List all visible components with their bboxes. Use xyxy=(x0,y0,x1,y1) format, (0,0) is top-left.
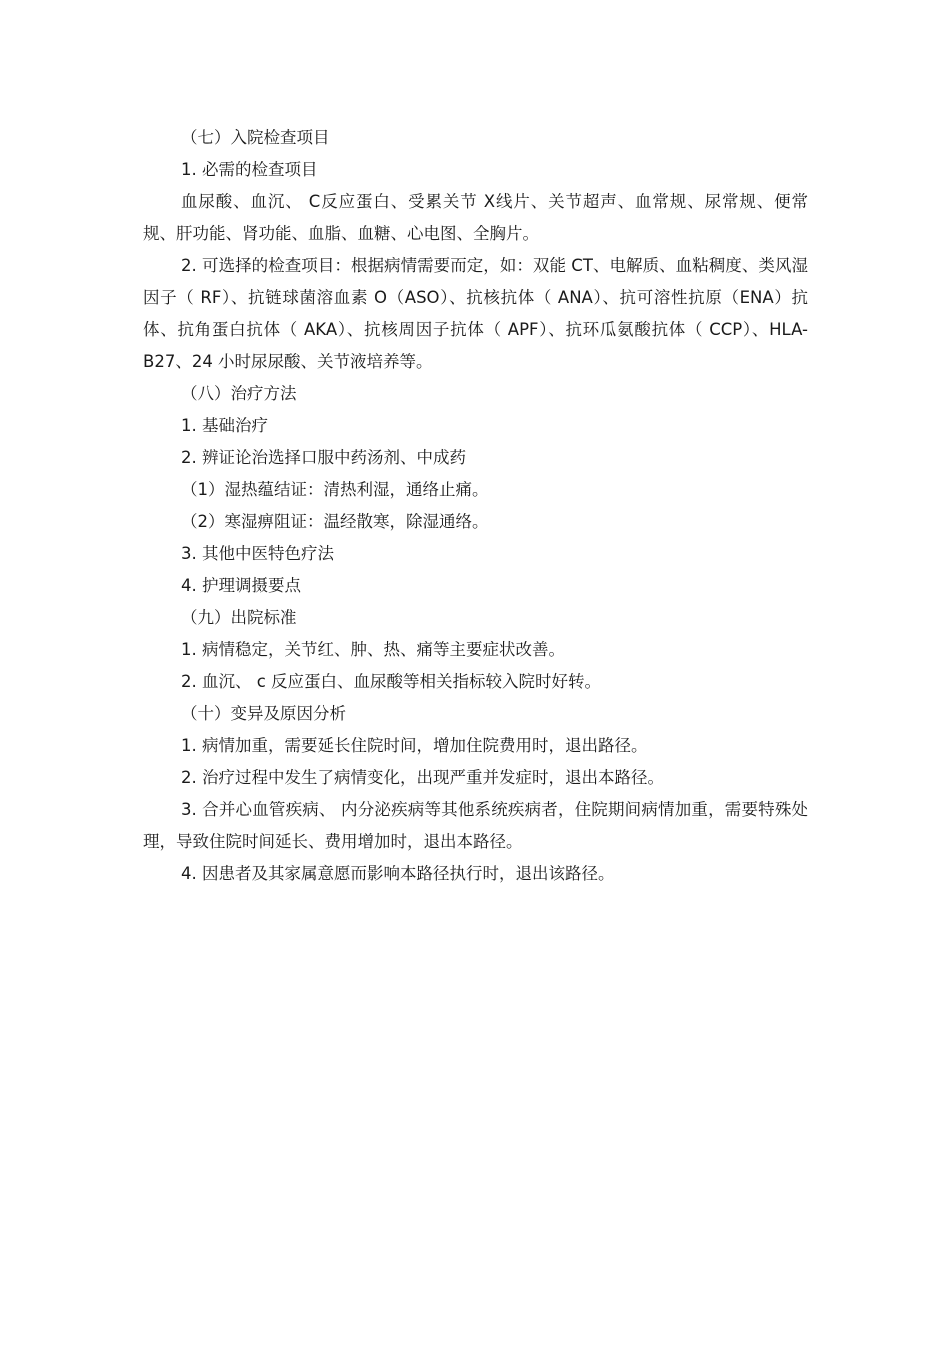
list-item-basic-treatment: 1. 基础治疗 xyxy=(181,416,268,435)
paragraph-optional-exams: 2. 可选择的检查项目：根据病情需要而定，如：双能 CT、电解质、血粘稠度、类风湿因子（ RF）、抗链球菌溶血素 O（ASO）、抗核抗体（ ANA）、抗可溶性抗原（ENA）抗体、抗角蛋白抗体（ AKA）、抗核周因子抗体（ APF）、抗环瓜氨酸抗体（ CCP）、HLA-B27、24 小时尿尿酸、关节液培养等。 xyxy=(143,256,808,371)
list-item-discharge-2: 2. 血沉、 c 反应蛋白、血尿酸等相关指标较入院时好转。 xyxy=(181,672,602,691)
list-item-syndrome-treatment: 2. 辨证论治选择口服中药汤剂、中成药 xyxy=(181,448,466,467)
list-item-cold-damp: （2）寒湿痹阻证：温经散寒，除湿通络。 xyxy=(181,512,489,531)
document-body xyxy=(143,122,808,890)
subheading-required-exams: 1. 必需的检查项目 xyxy=(181,160,318,179)
section-heading-admission-exams: （七）入院检查项目 xyxy=(181,128,330,147)
list-item-variation-4: 4. 因患者及其家属意愿而影响本路径执行时，退出该路径。 xyxy=(181,864,615,883)
section-heading-discharge: （九）出院标准 xyxy=(181,608,297,627)
section-heading-treatment: （八）治疗方法 xyxy=(181,384,297,403)
paragraph-required-exams: 血尿酸、血沉、 C反应蛋白、受累关节 X线片、关节超声、血常规、尿常规、便常规、肝功能、肾功能、血脂、血糖、心电图、全胸片。 xyxy=(143,192,808,243)
list-item-variation-3: 3. 合并心血管疾病、 内分泌疾病等其他系统疾病者，住院期间病情加重，需要特殊处理，导致住院时间延长、费用增加时，退出本路径。 xyxy=(143,800,808,851)
list-item-other-tcm-therapies: 3. 其他中医特色疗法 xyxy=(181,544,334,563)
list-item-damp-heat: （1）湿热蕴结证：清热利湿，通络止痛。 xyxy=(181,480,489,499)
list-item-variation-1: 1. 病情加重，需要延长住院时间，增加住院费用时，退出路径。 xyxy=(181,736,648,755)
list-item-variation-2: 2. 治疗过程中发生了病情变化，出现严重并发症时，退出本路径。 xyxy=(181,768,664,787)
section-heading-variation: （十）变异及原因分析 xyxy=(181,704,346,723)
list-item-discharge-1: 1. 病情稳定，关节红、肿、热、痛等主要症状改善。 xyxy=(181,640,565,659)
list-item-nursing: 4. 护理调摄要点 xyxy=(181,576,301,595)
